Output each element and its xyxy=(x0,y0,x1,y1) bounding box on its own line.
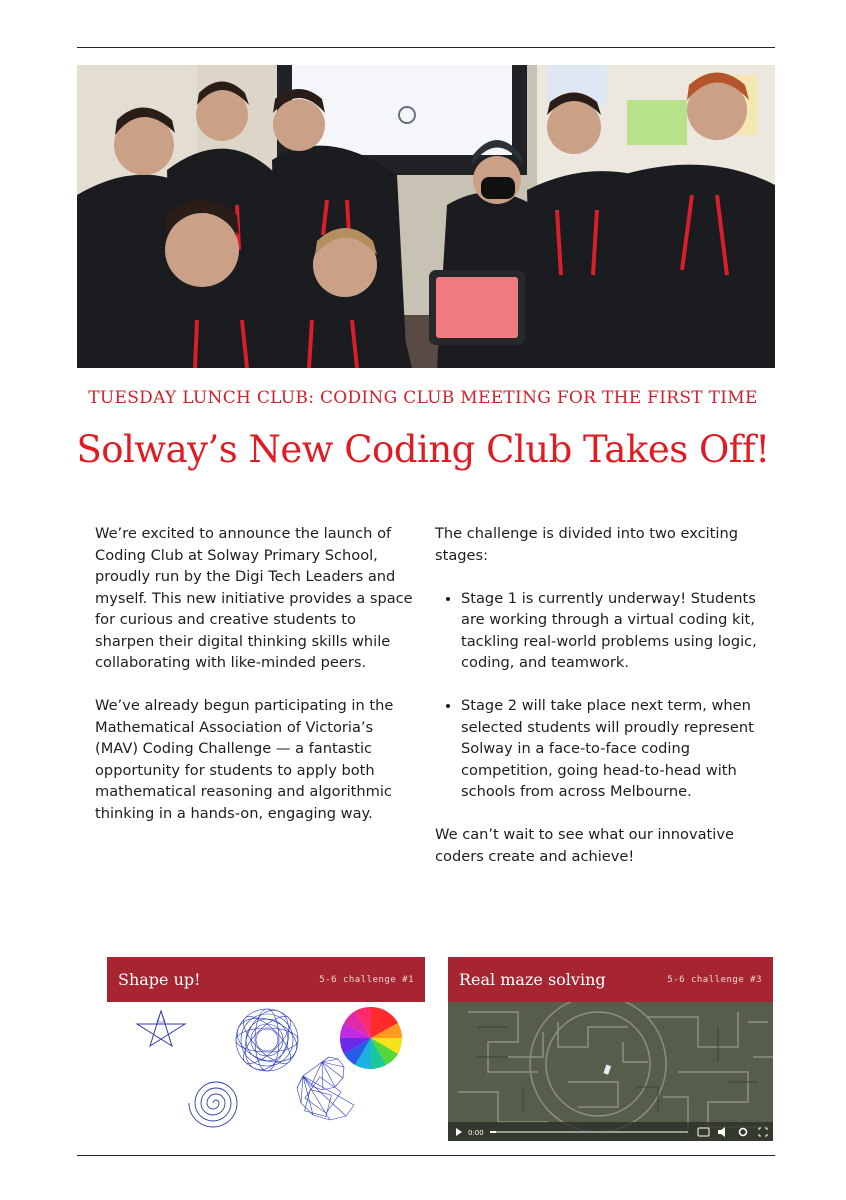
star-shape xyxy=(137,1011,185,1046)
card-title: Real maze solving xyxy=(459,970,606,989)
stage-1-item: • Stage 1 is currently underway! Students are working through a virtual coding kit, tackling real-world problems using logic, coding, and teamwork. xyxy=(461,588,765,674)
top-rule xyxy=(77,47,775,48)
stage-2-item: • Stage 2 will take place next term, when selected students will proudly represent Solway in a face-to-face coding competition, going head-to-head with schools from across Melbourne. xyxy=(461,695,765,803)
article-kicker: TUESDAY LUNCH CLUB: CODING CLUB MEETING FOR THE FIRST TIME xyxy=(88,388,758,408)
group-photo xyxy=(77,65,775,368)
stages-list xyxy=(435,588,765,803)
spiral-shape xyxy=(189,1082,237,1127)
card-tag: 5-6 challenge #3 xyxy=(667,975,762,985)
color-wheel-shape xyxy=(340,1007,402,1069)
right-column xyxy=(435,523,765,889)
paragraph-closing: We can’t wait to see what our innovative coders create and achieve! xyxy=(435,826,734,865)
shape-up-card xyxy=(107,957,425,1141)
video-time: 0:00 xyxy=(468,1129,484,1137)
article-headline: Solway’s New Coding Club Takes Off! xyxy=(76,428,770,471)
paragraph-intro: We’re excited to announce the launch of Coding Club at Solway Primary School, proudly run by the Digi Tech Leaders and myself. This new initiative provides a space for curious and creative students to sharpen their digital thinking skills while collaborating with like-minded peers. xyxy=(95,525,413,671)
shape-drawings xyxy=(107,1002,425,1141)
nautilus-shape xyxy=(297,1057,354,1120)
spirograph-shape xyxy=(231,1004,303,1076)
left-column xyxy=(95,523,413,846)
paragraph-challenge-intro: The challenge is divided into two exciting stages: xyxy=(435,525,738,564)
card-tag: 5-6 challenge #1 xyxy=(319,975,414,985)
bottom-rule xyxy=(77,1155,775,1156)
card-header xyxy=(448,957,773,1002)
maze-video-frame[interactable] xyxy=(448,1002,773,1141)
maze-solving-card xyxy=(448,957,773,1141)
card-title: Shape up! xyxy=(118,970,201,989)
paragraph-mav-challenge: We’ve already begun participating in the Mathematical Association of Victoria’s (MAV) Coding Challenge — a fantastic opportunity for students to apply both mathematical reasoning and algorithmic thinking in a hands-on, engaging way. xyxy=(95,697,394,822)
card-header xyxy=(107,957,425,1002)
